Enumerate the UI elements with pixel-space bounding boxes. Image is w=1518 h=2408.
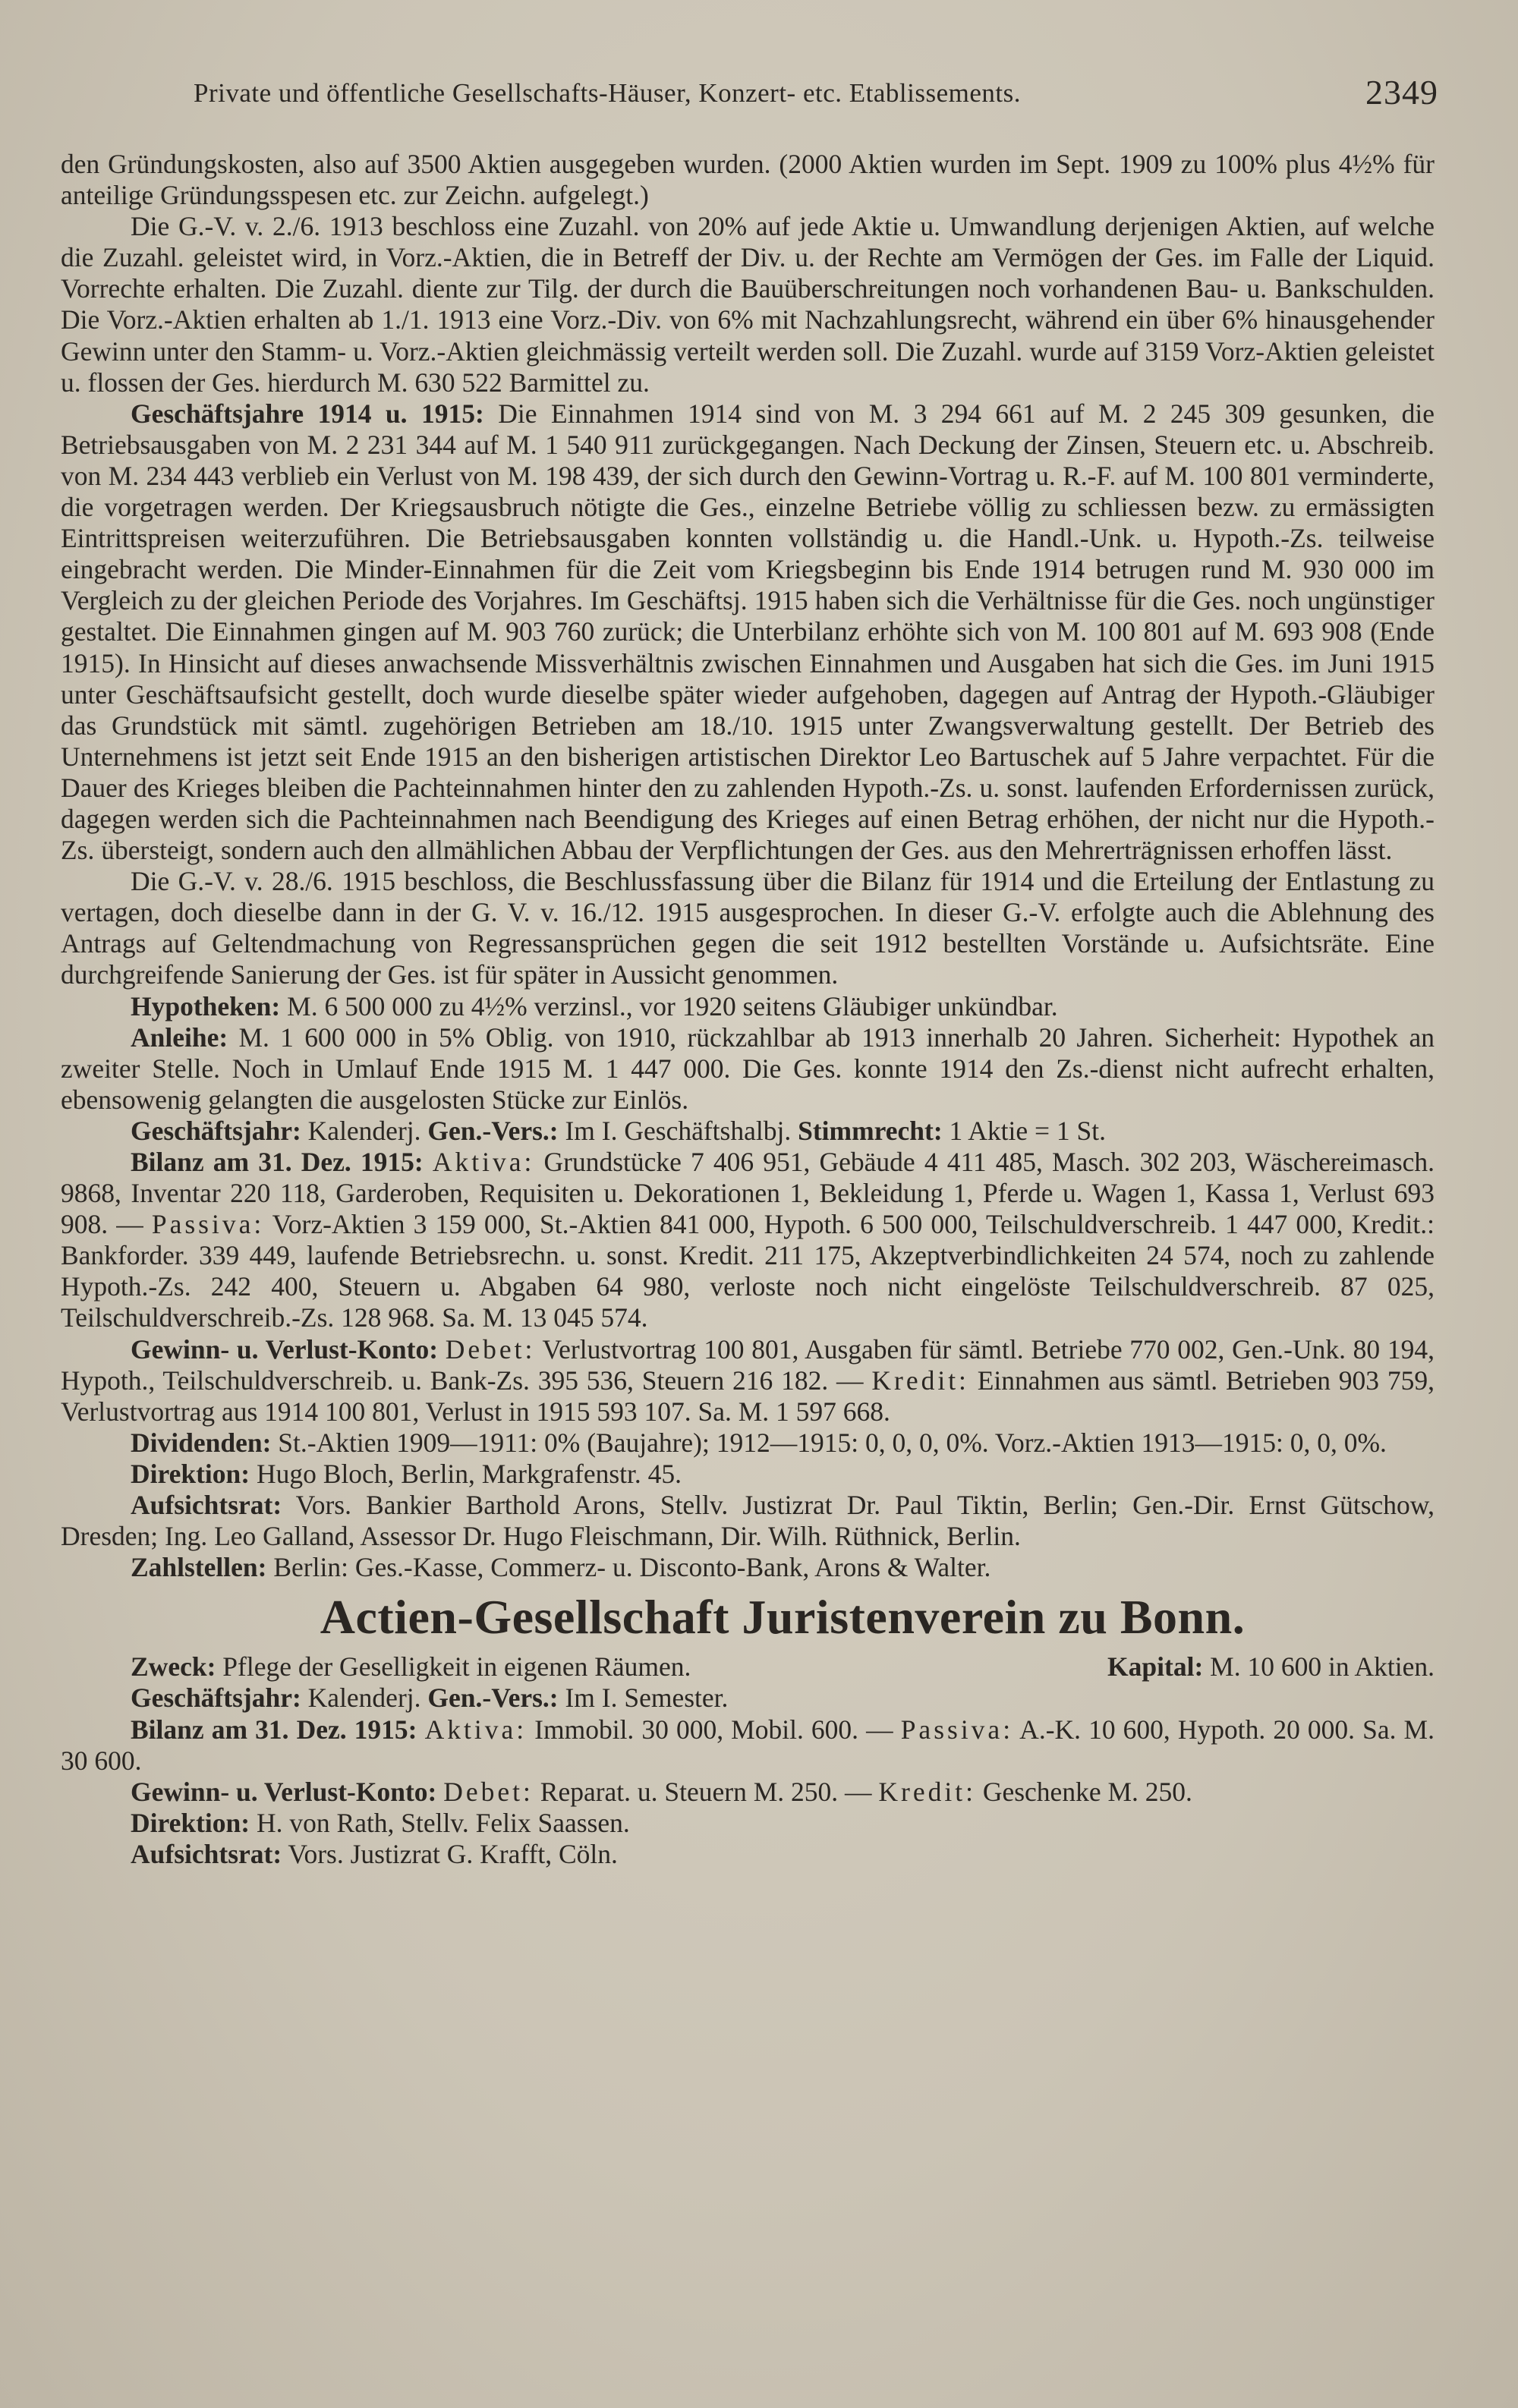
label-hypotheken: Hypotheken: — [131, 990, 281, 1021]
label-guv: Gewinn- u. Verlust-Konto: — [131, 1333, 439, 1365]
running-title: Private und öffentliche Gesellschafts-Häuser, Konzert- etc. Etablissements. — [194, 78, 1021, 108]
paragraph-hypotheken: Hypotheken: M. 6 500 000 zu 4½% verzinsl., vor 1920 seitens Gläubiger unkündbar. — [131, 990, 1058, 1021]
paragraph-dividenden: Dividenden: St.-Aktien 1909—1911: 0% (Baujahre); 1912—1915: 0, 0, 0, 0%. Vorz.-Aktien 1913—1915: 0, 0, 0%. — [131, 1427, 1387, 1458]
paragraph-direktion-2: Direktion: H. von Rath, Stellv. Felix Saassen. — [131, 1807, 630, 1838]
label-geschaeftsjahre: Geschäftsjahre 1914 u. 1915: — [131, 398, 484, 429]
page-body — [61, 149, 1435, 1870]
company-title: Actien-Gesellschaft Juristenverein zu Bonn. — [320, 1590, 1246, 1645]
paragraph-gruendung: den Gründungskosten, also auf 3500 Aktien ausgegeben wurden. (2000 Aktien wurden im Sept. 1909 zu 100% plus 4½% für anteilige Gründungsspesen etc. zur Zeichn. aufgelegt.) — [61, 149, 1435, 211]
paragraph-gv-1915: Die G.-V. v. 28./6. 1915 beschloss, die Beschlussfassung über die Bilanz für 1914 und die Erteilung der Entlastung zu vertagen, doch dieselbe dann in der G. V. v. 16./12. 1915 ausgesprochen. In dieser G.-V. erfolgte auch die Ablehnung des Antrags auf Geltendmachung von Regressansprüchen gegen die seit 1912 bestellten Vorstände u. Aufsichtsräte. Eine durchgreifende Sanierung der Ges. ist für später in Aussicht genommen. — [61, 866, 1435, 990]
paragraph-direktion: Direktion: Hugo Bloch, Berlin, Markgrafenstr. 45. — [131, 1458, 682, 1489]
paragraph-guv: Gewinn- u. Verlust-Konto: Debet: Verlustvortrag 100 801, Ausgaben für sämtl. Betriebe 770 002, Gen.-Unk. 80 194, Hypoth., Teilschuldverschreib. u. Bank-Zs. 395 536, Steuern 216 182. — Kredit: Einnahmen aus sämtl. Betrieben 903 759, Verlustvortrag aus 1914 100 801, Verlust in 1915 593 107. Sa. M. 1 597 668. — [61, 1333, 1435, 1427]
paragraph-zahlstellen: Zahlstellen: Berlin: Ges.-Kasse, Commerz- u. Disconto-Bank, Arons & Walter. — [131, 1552, 991, 1583]
paragraph-geschaeftsjahre: Geschäftsjahre 1914 u. 1915: Die Einnahmen 1914 sind von M. 3 294 661 auf M. 2 245 309 gesunken, die Betriebsausgaben von M. 2 231 344 auf M. 1 540 911 zurückgegangen. Nach Deckung der Zinsen, Steuern etc. u. Abschreib. von M. 234 443 verblieb ein Verlust von M. 198 439, der sich durch den Gewinn-Vortrag u. R.-F. auf M. 100 801 verminderte, die vorgetragen werden. Der Kriegsausbruch nötigte die Ges., einzelne Betriebe völlig zu schliessen bezw. zu ermässigten Eintrittspreisen weiterzuführen. Die Betriebsausgaben konnten vollständig u. die Handl.-Unk. u. Hypoth.-Zs. teilweise eingebracht werden. Die Minder-Einnahmen für die Zeit vom Kriegsbeginn bis Ende 1914 betrugen rund M. 930 000 im Vergleich zu der gleichen Periode des Vorjahres. Im Geschäftsj. 1915 haben sich die Verhältnisse für die Ges. noch ungünstiger gestaltet. Die Einnahmen gingen auf M. 903 760 zurück; die Unterbilanz erhöhte sich von M. 100 801 auf M. 693 908 (Ende 1915). In Hinsicht auf dieses anwachsende Missverhältnis zwischen Einnahmen und Ausgaben hat sich die Ges. im Juni 1915 unter Geschäftsaufsicht gestellt, doch wurde dieselbe später wieder aufgehoben, dagegen auf Antrag der Hypoth.-Gläubiger das Grundstück mit sämtl. zugehörigen Betrieben am 18./10. 1915 unter Zwangsverwaltung gestellt. Der Betrieb des Unternehmens ist jetzt seit Ende 1915 an den bisherigen artistischen Direktor Leo Bartuschek auf 5 Jahre verpachtet. Für die Dauer des Krieges bleiben die Pachteinnahmen hinter den zu zahlenden Hypoth.-Zs. u. sonst. laufenden Erfordernissen zurück, dagegen werden sich die Pachteinnahmen nach Beendigung des Krieges auf einen Betrag erhöhen, der nicht nur die Hypoth.-Zs. übersteigt, sondern auch den allmählichen Abbau der Verpflichtungen der Ges. aus den Mehrerträgnissen erhoffen lässt. — [61, 398, 1435, 866]
page-number: 2349 — [1365, 73, 1438, 112]
paragraph-bilanz-2: Bilanz am 31. Dez. 1915: Aktiva: Immobil. 30 000, Mobil. 600. — Passiva: A.-K. 10 600, Hypoth. 20 000. Sa. M. 30 600. — [61, 1714, 1435, 1776]
label-bilanz: Bilanz am 31. Dez. 1915: — [131, 1147, 424, 1177]
paragraph-aufsichtsrat: Aufsichtsrat: Vors. Bankier Barthold Arons, Stellv. Justizrat Dr. Paul Tiktin, Berlin; Gen.-Dir. Ernst Gütschow, Dresden; Ing. Leo Galland, Assessor Dr. Hugo Fleischmann, Dir. Wilh. Rüthnick, Berlin. — [61, 1490, 1435, 1552]
page-header — [194, 72, 1438, 118]
paragraph-guv-2: Gewinn- u. Verlust-Konto: Debet: Reparat. u. Steuern M. 250. — Kredit: Geschenke M. 250. — [131, 1776, 1192, 1807]
label-anleihe: Anleihe: — [131, 1021, 228, 1053]
paragraph-zuzahlung: Die G.-V. v. 2./6. 1913 beschloss eine Zuzahl. von 20% auf jede Aktie u. Umwandlung derjenigen Aktien, auf welche die Zuzahl. geleistet wird, in Vorz.-Aktien, die in Betreff der Div. u. der Rechte am Vermögen der Ges. im Falle der Liquid. Vorrechte erhalten. Die Zuzahl. diente zur Tilg. der durch die Bauüberschreitungen noch vorhandenen Bau- u. Bankschulden. Die Vorz.-Aktien erhalten ab 1./1. 1913 eine Vorz.-Div. von 6% mit Nachzahlungsrecht, während ein über 6% hinausgehender Gewinn unter den Stamm- u. Vorz.-Aktien gleichmässig verteilt werden soll. Die Zuzahl. wurde auf 3159 Vorz-Aktien geleistet u. flossen der Ges. hierdurch M. 630 522 Barmittel zu. — [61, 211, 1435, 398]
paragraph-anleihe: Anleihe: M. 1 600 000 in 5% Oblig. von 1910, rückzahlbar ab 1913 innerhalb 20 Jahren. Sicherheit: Hypothek an zweiter Stelle. Noch in Umlauf Ende 1915 M. 1 447 000. Die Ges. konnte 1914 den Zs.-dienst nicht aufrecht erhalten, ebensowenig gelangten die ausgelosten Stücke zur Einlös. — [61, 1021, 1435, 1115]
paragraph-zweck-kapital: Zweck: Pflege der Geselligkeit in eigenen Räumen. Kapital: M. 10 600 in Aktien. — [131, 1651, 1435, 1682]
paragraph-geschaeftsjahr-2: Geschäftsjahr: Kalenderj. Gen.-Vers.: Im I. Semester. — [131, 1682, 729, 1714]
paragraph-geschaeftsjahr: Geschäftsjahr: Kalenderj. Gen.-Vers.: Im I. Geschäftshalbj. Stimmrecht: 1 Aktie = 1 St. — [131, 1115, 1106, 1146]
paragraph-aufsichtsrat-2: Aufsichtsrat: Vors. Justizrat G. Krafft, Cöln. — [131, 1838, 618, 1869]
paragraph-bilanz: Bilanz am 31. Dez. 1915: Aktiva: Grundstücke 7 406 951, Gebäude 4 411 485, Masch. 302 203, Wäschereimasch. 9868, Inventar 220 118, Garderoben, Requisiten u. Dekorationen 1, Bekleidung 1, Pferde u. Wagen 1, Kassa 1, Verlust 693 908. — Passiva: Vorz-Aktien 3 159 000, St.-Aktien 841 000, Hypoth. 6 500 000, Teilschuldverschreib. 1 447 000, Kredit.: Bankforder. 339 449, laufende Betriebsrechn. u. sonst. Kredit. 211 175, Akzeptverbindlichkeiten 24 574, noch zu zahlende Hypoth.-Zs. 242 400, Steuern u. Abgaben 64 980, verloste noch nicht eingelöste Teilschuldverschreib. 87 025, Teilschuldverschreib.-Zs. 128 968. Sa. M. 13 045 574. — [61, 1147, 1435, 1333]
